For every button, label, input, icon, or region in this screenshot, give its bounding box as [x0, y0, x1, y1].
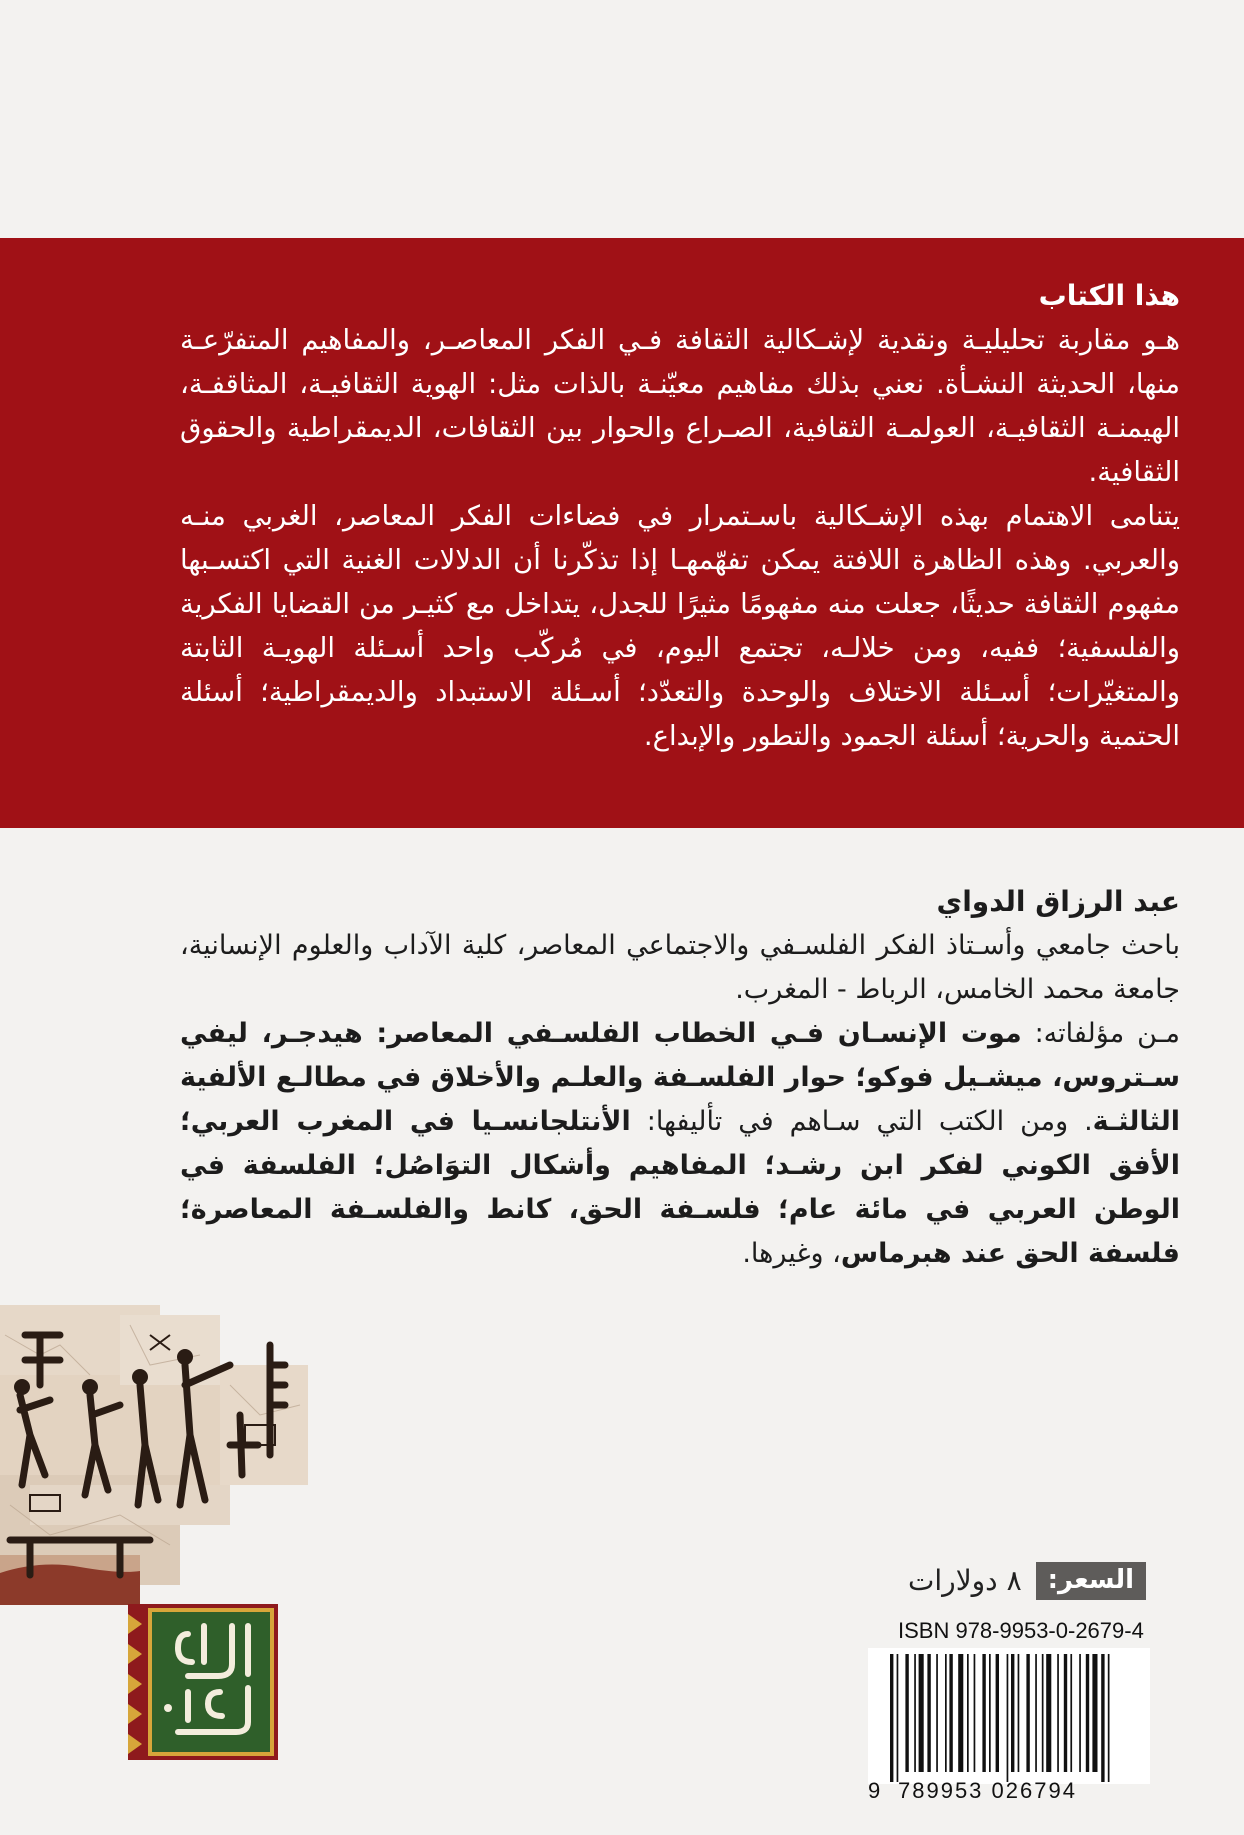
- barcode-bar: [1064, 1654, 1067, 1772]
- barcode-bar: [1018, 1654, 1020, 1772]
- author-bio: باحث جامعي وأسـتاذ الفكر الفلسـفي والاجتماعي المعاصر، كلية الآداب والعلوم الإنسانية، جامعة محمد الخامس، الرباط - المغرب.: [180, 930, 1180, 1005]
- barcode-bar: [982, 1654, 985, 1772]
- description-paragraph-2: يتنامى الاهتمام بهذه الإشـكالية باسـتمرار في فضاءات الفكر المعاصر، الغربي منـه والعربي. وهذه الظاهرة اللافتة يمكن تفهّمهـا إذا تذكّرنا أن الدلالات الغنية التي اكتسـبها مفهوم الثقافة حديثًا، جعلت منه مفهومًا مثيرًا للجدل، يتداخل مع كثيـر من القضايا الفكرية والفلسفية؛ ففيه، ومن خلالـه، تجتمع اليوم، في مُركّب واحد أسـئلة الهويـة الثابتة والمتغيّرات؛ أسـئلة الاختلاف والوحدة والتعدّد؛ أسـئلة الاستبداد والديمقراطية؛ أسئلة الحتمية والحرية؛ أسئلة الجمود والتطور والإبداع.: [180, 500, 1180, 752]
- barcode-bar: [1092, 1654, 1097, 1772]
- barcode-bar: [1101, 1654, 1104, 1782]
- barcode-bar: [1108, 1654, 1110, 1782]
- barcode-bar: [996, 1654, 999, 1772]
- barcode-bar: [989, 1654, 991, 1772]
- price-value: ٨ دولارات: [908, 1564, 1022, 1597]
- barcode-bar: [1035, 1654, 1037, 1772]
- cover-artwork: [0, 1305, 340, 1605]
- barcode-bar: [1046, 1654, 1051, 1772]
- barcode-bar: [1057, 1654, 1059, 1772]
- barcode-bar: [1086, 1654, 1089, 1772]
- works-authored: موت الإنسـان فـي الخطاب الفلسـفي المعاصر: هيدجـر، ليفي سـتروس، ميشـيل فوكو؛ حوار الفلسـفة والعلـم والأخلاق في مطالـع الألفية الثالثـة: [180, 1018, 1180, 1137]
- barcode-bar: [1070, 1654, 1072, 1772]
- works-suffix: ، وغيرها.: [742, 1238, 841, 1269]
- barcode-bar: [897, 1654, 899, 1782]
- artwork-tiles: [0, 1305, 308, 1605]
- price-tag: [908, 1562, 1146, 1600]
- barcode-bar: [945, 1654, 947, 1772]
- barcode-bar: [949, 1654, 952, 1772]
- barcode-bar: [1007, 1654, 1009, 1782]
- description-paragraph-1: هـو مقاربة تحليليـة ونقدية لإشـكالية الثقافة فـي الفكر المعاصـر، والمفاهيم المتفرّعـة منها، الحديثة النشـأة. نعني بذلك مفاهيم معيّنـة بالذات مثل: الهوية الثقافيـة، المثاقفـة، الهيمنـة الثقافيـة، العولمـة الثقافية، الصـراع والحوار بين الثقافات، الديمقراطية والحقوق الثقافية.: [180, 324, 1180, 488]
- book-description-band: [0, 238, 1244, 828]
- barcode-bar: [914, 1654, 916, 1772]
- book-description: [180, 274, 1180, 758]
- barcode-bar: [905, 1654, 908, 1772]
- barcode-bar: [1011, 1654, 1014, 1772]
- publisher-logo: [128, 1604, 278, 1760]
- barcode-bar: [974, 1654, 976, 1772]
- barcode-bar: [936, 1654, 938, 1772]
- works-mid: . ومن الكتب التي سـاهم في تأليفها:: [630, 1106, 1093, 1137]
- barcode-first-digit: 9: [868, 1778, 883, 1803]
- author-works: [180, 1012, 1180, 1276]
- author-name: عبد الرزاق الدواي: [936, 885, 1180, 918]
- works-prefix: مـن مؤلفاته:: [1021, 1018, 1181, 1049]
- description-heading: هذا الكتاب: [1038, 279, 1180, 312]
- barcode-bar: [1042, 1654, 1044, 1772]
- price-label: السعر:: [1036, 1562, 1146, 1600]
- isbn-text: ISBN 978-9953-0-2679-4: [898, 1618, 1144, 1643]
- barcode-remaining-digits: 789953 026794: [898, 1778, 1077, 1803]
- barcode-bar: [958, 1654, 963, 1772]
- barcode: [868, 1648, 1150, 1784]
- barcode-bar: [927, 1654, 930, 1772]
- barcode-bar: [967, 1654, 969, 1772]
- barcode-bar: [890, 1654, 893, 1782]
- author-section: [180, 880, 1180, 1276]
- barcode-bar: [919, 1654, 924, 1772]
- barcode-bar: [1079, 1654, 1081, 1772]
- works-contributed: الأنتلجانسـيا في المغرب العربي؛ الأفق الكوني لفكر ابن رشـد؛ المفاهيم وأشكال التوَاصُل؛ الفلسفة في الوطن العربي في مائة عام؛ فلسـفة الحق، كانط والفلسـفة المعاصرة؛ فلسفة الحق عند هبرماس: [180, 1106, 1180, 1269]
- barcode-bar: [1026, 1654, 1029, 1772]
